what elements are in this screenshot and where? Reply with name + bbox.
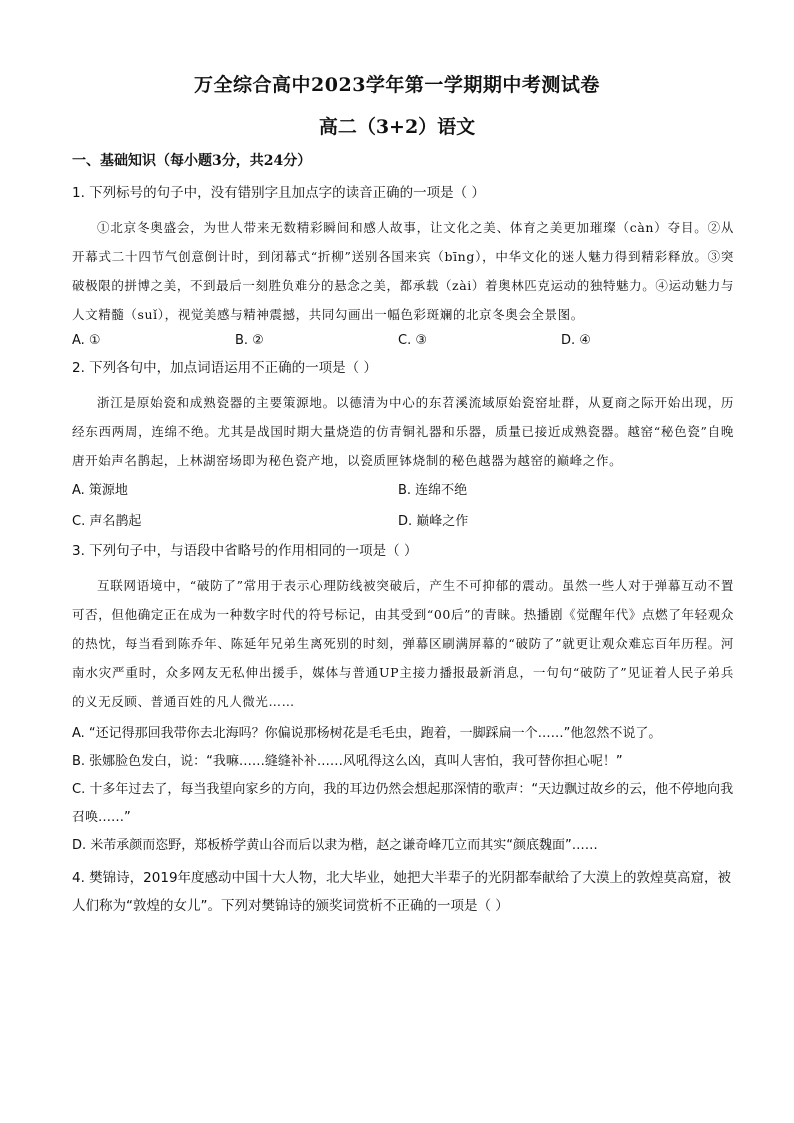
- question-4-stem: 4. 樊锦诗，2019年度感动中国十大人物，北大毕业，她把大半辈子的光阴都奉献给了大漠上的敦煌莫高窟，被人们称为“敦煌的女儿”。下列对樊锦诗的颁奖词赏析不正确的一项是（ ）: [72, 870, 732, 914]
- question-3-option-c: C. 十多年过去了，每当我望向家乡的方向，我的耳边仍然会想起那深情的歌声：“天边飘过故乡的云，他不停地向我召唤……”: [72, 782, 734, 825]
- question-2-passage: 浙江是原始瓷和成熟瓷器的主要策源地。以德清为中心的东苕溪流域原始瓷窑址群，从夏商之际开始出现，历经东西两周，连绵不绝。尤其是战国时期大量烧造的仿青铜礼器和乐器，质量已接近成熟瓷器。越窑“秘色瓷”自晚唐开始声名鹊起，上林湖窑场即为秘色瓷产地，以瓷质匣钵烧制的秘色越器为越窑的巅峰之作。: [72, 395, 734, 468]
- question-1-passage: ①北京冬奥盛会，为世人带来无数精彩瞬间和感人故事，让文化之美、体育之美更加璀璨（càn）夺目。②从开幕式二十四节气创意倒计时，到闭幕式“折柳”送别各国来宾（bīng），中华文化的迷人魅力得到精彩释放。③突破极限的拼博之美，不到最后一刻胜负难分的悬念之美，都承载（zài）着奥林匹克运动的独特魅力。④运动魅力与人文精髓（suǐ），视觉美感与精神震撼，共同勾画出一幅色彩斑斓的北京冬奥会全景图。: [72, 220, 734, 322]
- question-2-option-d: D. 巅峰之作: [398, 514, 469, 529]
- question-2-options-row-1: [72, 479, 734, 498]
- question-1-option-d: D. ④: [561, 333, 591, 348]
- question-2-options-row-2: [72, 510, 734, 529]
- exam-title: 万全综合高中2023学年第一学期期中考测试卷: [194, 74, 600, 96]
- question-1-option-c: C. ③: [398, 333, 427, 348]
- question-1-option-a: A. ①: [72, 333, 101, 348]
- section-heading: 一、基础知识（每小题3分，共24分）: [72, 153, 312, 169]
- question-3-option-d: D. 米芾承颜而恣野，郑板桥学黄山谷而后以隶为楷，赵之谦奇峰兀立而其实“颜底魏面”……: [72, 838, 598, 853]
- question-3-option-a: A. “还记得那回我带你去北海吗？你偏说那杨树花是毛毛虫，跑着，一脚踩扁一个……”他忽然不说了。: [72, 726, 662, 741]
- question-2-option-a: A. 策源地: [72, 483, 128, 498]
- question-1-options: [72, 333, 734, 348]
- question-1-option-b: B. ②: [235, 333, 264, 348]
- question-1-stem: 1. 下列标号的句子中，没有错别字且加点字的读音正确的一项是（ ）: [72, 185, 485, 201]
- question-3-option-b: B. 张娜脸色发白，说：“我嘛……缝缝补补……风吼得这么凶，真叫人害怕，我可替你担心呢！”: [72, 754, 623, 769]
- question-2-stem: 2. 下列各句中，加点词语运用不正确的一项是（ ）: [72, 360, 377, 376]
- exam-subtitle: 高二（3+2）语文: [318, 116, 476, 138]
- question-3-passage: 互联网语境中，“破防了”常用于表示心理防线被突破后，产生不可抑郁的震动。虽然一些人对于弹幕互动不置可否，但他确定正在成为一种数字时代的符号标记，由其受到“00后”的青睐。热播剧《觉醒年代》点燃了年轻观众的热忱，每当看到陈乔年、陈延年兄弟生离死别的时刻，弹幕区刷满屏幕的“破防了”就更让观众难忘百年历程。河南水灾严重时，众多网友无私伸出援手，媒体与普通UP主接力播报最新消息，一句句“破防了”见证着人民子弟兵的义无反顾、普通百姓的凡人微光……: [72, 578, 734, 709]
- question-2-option-c: C. 声名鹊起: [72, 514, 142, 529]
- question-3-stem: 3. 下列句子中，与语段中省略号的作用相同的一项是（ ）: [72, 543, 418, 559]
- question-2-option-b: B. 连绵不绝: [398, 483, 468, 498]
- exam-content: [72, 150, 734, 920]
